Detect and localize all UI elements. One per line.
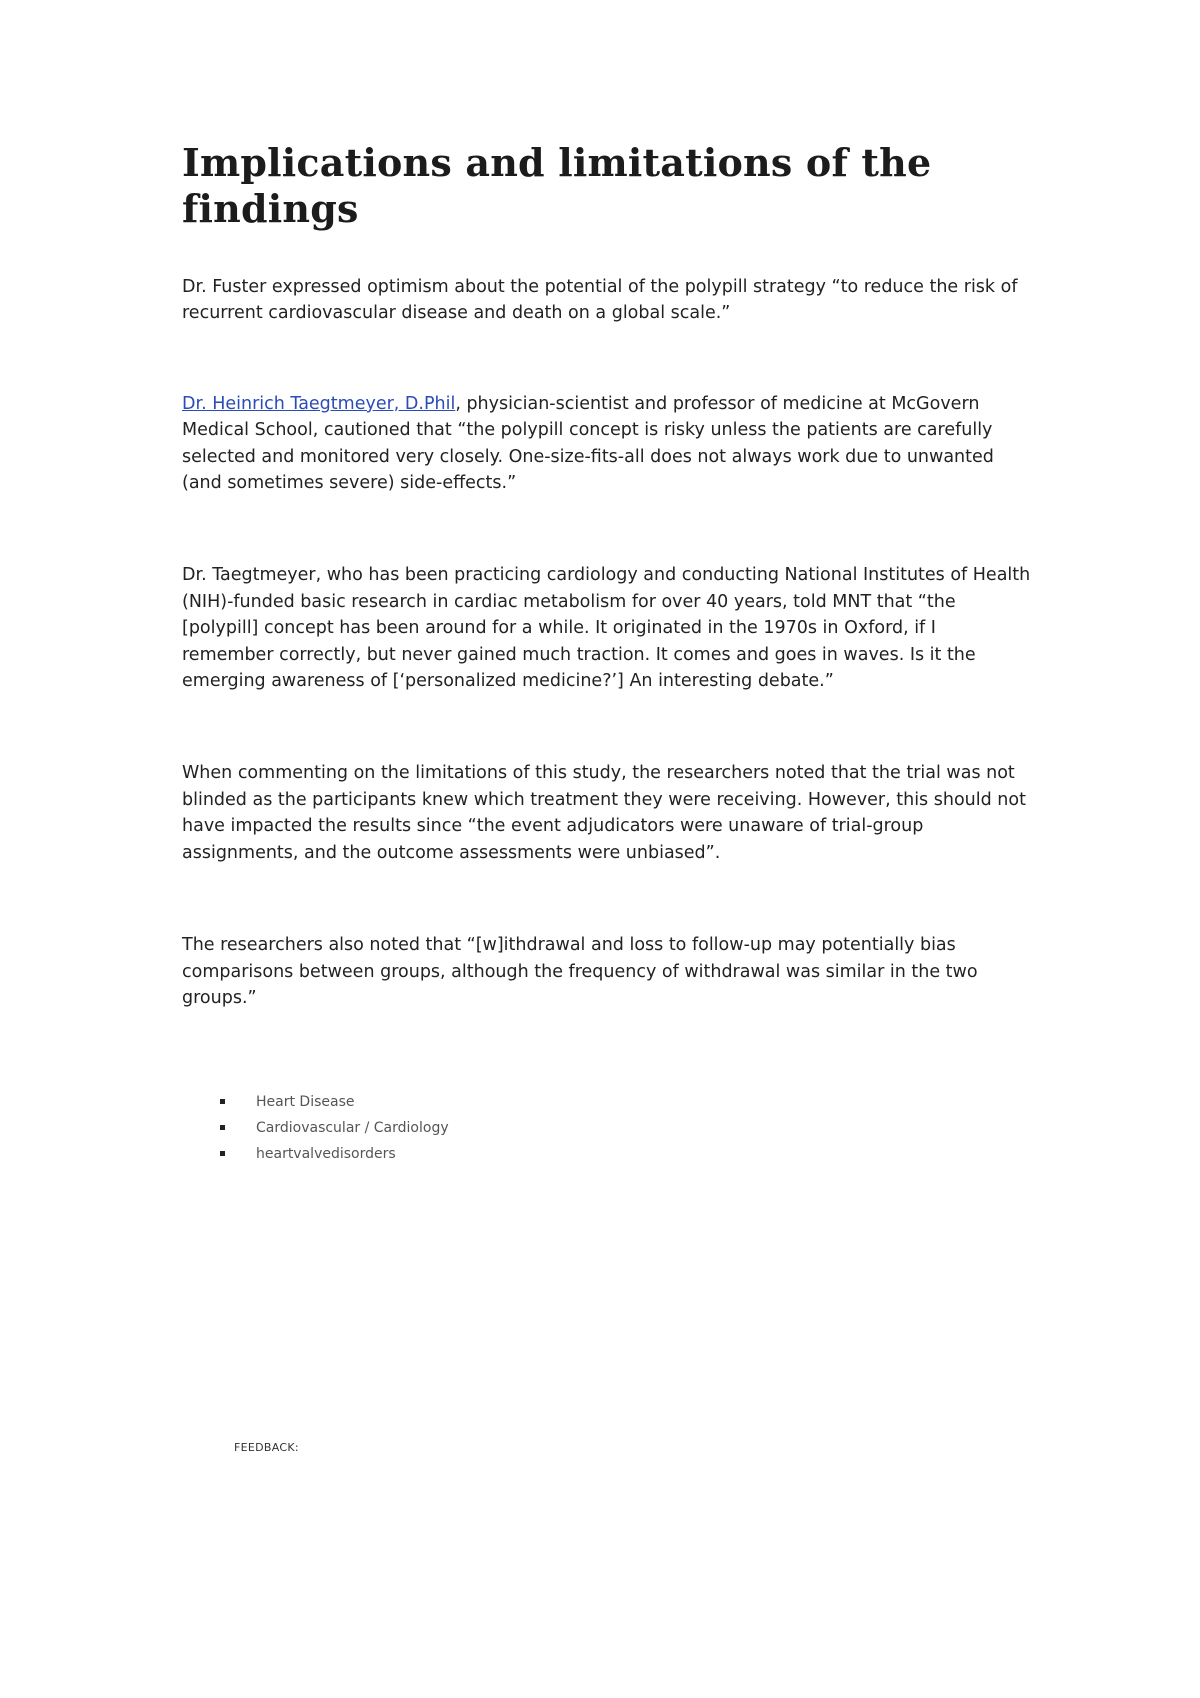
bullet-icon (220, 1151, 225, 1156)
paragraph-taegtmeyer-history: Dr. Taegtmeyer, who has been practicing cardiology and conducting National Institutes of Health (NIH)-funded basic research in cardiac metabolism for over 40 years, told MNT that “the [polypill] concept has been around for a while. It originated in the 1970s in Oxford, if I remember correctly, but never gained much traction. It comes and goes in waves. Is it the emerging awareness of [‘personalized medicine?’] An interesting debate.” (182, 565, 1031, 692)
paragraph-taegtmeyer-text: , physician-scientist and professor of medicine at McGovern Medical School, cautioned that “the polypill concept is risky unless the patients are carefully selected and monitored very closely. One-size-fits-all does not always work due to unwanted (and sometimes severe) side-effects.” (182, 393, 994, 494)
paragraph-limitations-blinding: When commenting on the limitations of this study, the researchers noted that the trial was not blinded as the participants knew which treatment they were receiving. However, this should not have impacted the results since “the event adjudicators were unaware of trial-group assignments, and the outcome assessments were unbiased”. (182, 763, 1026, 863)
tag-list (182, 1089, 1032, 1167)
list-item (220, 1115, 1032, 1141)
paragraph-taegtmeyer-caution (182, 391, 1032, 497)
bullet-icon (220, 1125, 225, 1130)
taegtmeyer-link[interactable]: Dr. Heinrich Taegtmeyer, D.Phil (182, 393, 456, 414)
paragraph-limitations-withdrawal: The researchers also noted that “[w]ithdrawal and loss to follow-up may potentially bias comparisons between groups, although the frequency of withdrawal was similar in the two groups.” (182, 935, 978, 1008)
feedback-label[interactable]: FEEDBACK: (234, 1441, 299, 1454)
tag-link[interactable]: Cardiovascular / Cardiology (256, 1120, 449, 1137)
page-title: Implications and limitations of the findings (182, 140, 932, 231)
list-item (220, 1141, 1032, 1167)
list-item (220, 1089, 1032, 1115)
tag-link[interactable]: heartvalvedisorders (256, 1146, 396, 1163)
paragraph-fuster: Dr. Fuster expressed optimism about the potential of the polypill strategy “to reduce the risk of recurrent cardiovascular disease and death on a global scale.” (182, 277, 1018, 324)
bullet-icon (220, 1099, 225, 1104)
tag-link[interactable]: Heart Disease (256, 1094, 355, 1111)
article (182, 140, 1032, 1167)
